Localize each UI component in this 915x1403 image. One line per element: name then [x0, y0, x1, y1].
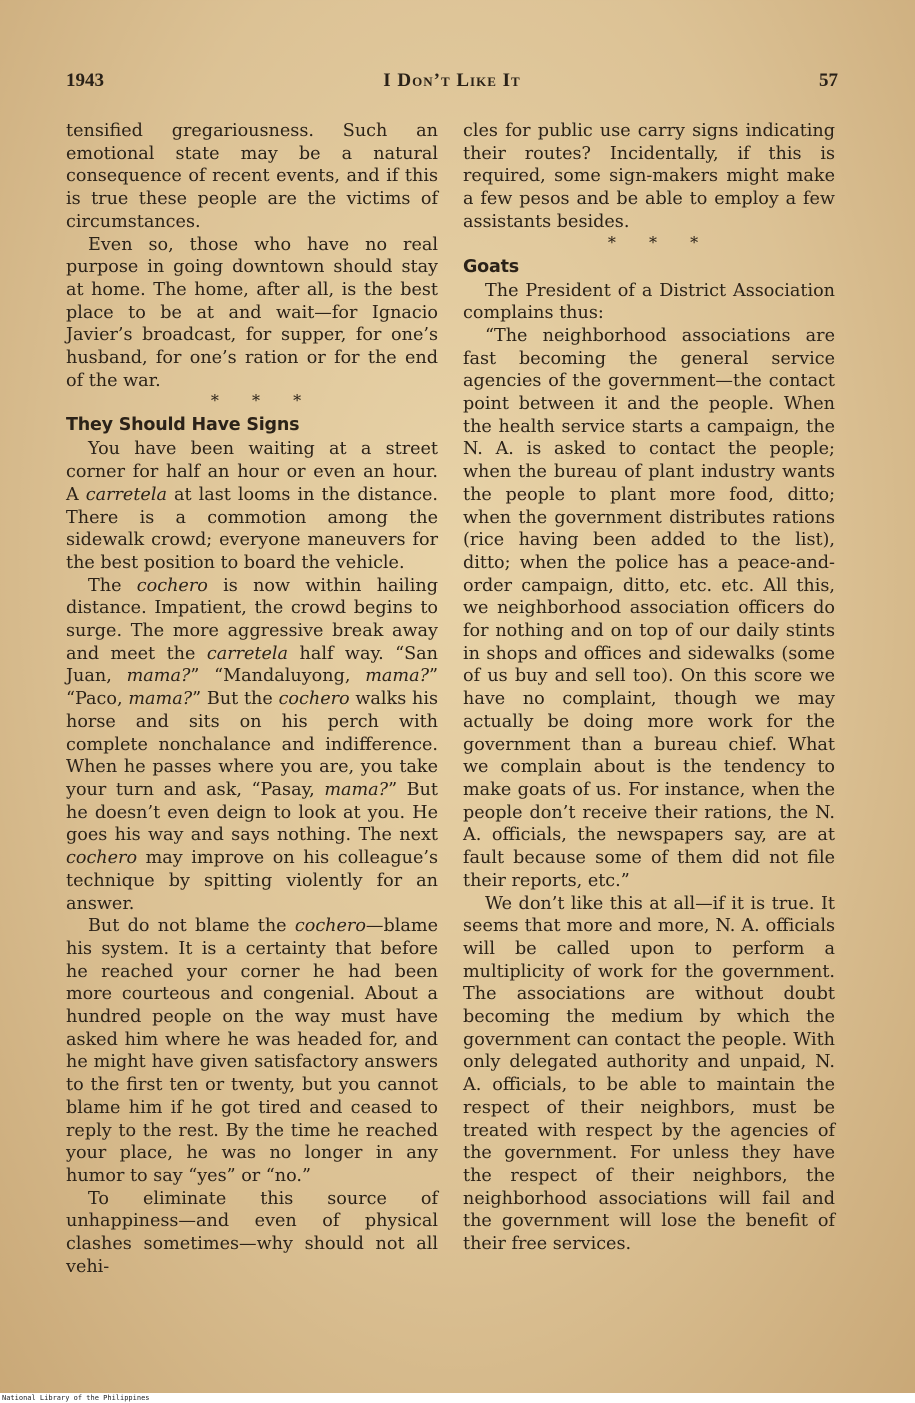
- paragraph: To eliminate this source of unhappiness—and even of physical clashes sometimes—why should not all vehi-: [66, 1188, 438, 1277]
- paragraph: You have been waiting at a street corner for half an hour or even an hour. A carretela at last looms in the distance. There is a commotion among the sidewalk crowd; everyone maneuvers for the best position to board the vehicle.: [66, 439, 438, 573]
- paragraph: The cochero is now within hailing distance. Impatient, the crowd begins to surge. The more aggressive break away and meet the carretela half way. “San Juan, mama?” “Mandaluyong, mama?” “Paco, mama?” But the cochero walks his horse and sits on his perch with complete nonchalance and indifference. When he passes where you are, you take your turn and ask, “Pasay, mama?” But he doesn’t even deign to look at you. He goes his way and says nothing. The next cochero may improve on his colleague’s technique by spitting violently for an answer.: [66, 575, 438, 914]
- paragraph: “The neighborhood associations are fast becoming the general service agencies of the government—the contact point between it and the people. When the health service starts a campaign, the N. A. is asked to contact the people; when the bureau of plant industry wants the people to plant more food, ditto; when the government distributes rations (rice having been added to the list), ditto; when the police has a peace-and-order campaign, ditto, etc. etc. All this, we neighborhood association officers do for nothing and on top of our daily stints in shops and offices and sidewalks (some of us buy and sell too). On this score we have no complaint, though we may actually be doing more work for the government than a bureau chief. What we complain about is the tendency to make goats of us. For instance, when the people don’t receive their rations, the N. A. officials, the newspapers say, are at fault because some of them did not file their reports, etc.”: [463, 325, 835, 891]
- paragraph: But do not blame the cochero—blame his system. It is a certainty that before he reached your corner he had been more courteous and congenial. About a hundred people on the way must have asked him where he was headed for, and he might have given satisfactory answers to the first ten or twenty, but you cannot blame him if he got tired and ceased to reply to the rest. By the time he reached your place, he was no longer in any humor to say “yes” or “no.”: [66, 916, 438, 1186]
- section-heading-signs: They Should Have Signs: [66, 415, 300, 436]
- paragraph: We don’t like this at all—if it is true. It seems that more and more, N. A. officials will be called upon to perform a multiplicity of work for the government. The associations are without doubt becoming the medium by which the government can contact the people. With only delegated authority and unpaid, N. A. officials, to be able to maintain the respect of their neighbors, must be treated with respect by the agencies of the government. For unless they have the respect of their neighbors, the neighborhood associations will fail and the government will lose the benefit of their free services.: [463, 893, 835, 1255]
- section-separator: * * *: [607, 232, 713, 252]
- header-title: I Don’t Like It: [383, 70, 521, 91]
- paragraph: The President of a District Association complains thus:: [463, 280, 835, 324]
- page-number: 57: [819, 70, 838, 91]
- header-year: 1943: [66, 70, 104, 91]
- paragraph: tensified gregariousness. Such an emotional state may be a natural consequence of recent events, and if this is true these people are the victims of circumstances.: [66, 121, 438, 232]
- section-separator: * * *: [210, 391, 316, 411]
- paragraph: cles for public use carry signs indicating their routes? Incidentally, if this is required, some sign-makers might make a few pesos and be able to employ a few assistants besides.: [463, 121, 835, 232]
- right-column: [463, 120, 835, 1256]
- running-header: [66, 70, 838, 100]
- section-heading-goats: Goats: [463, 256, 519, 277]
- left-column: [66, 120, 438, 1278]
- library-credit: National Library of the Philippines: [0, 1393, 915, 1403]
- paragraph: Even so, those who have no real purpose in going downtown should stay at home. The home, after all, is the best place to be at and wait—for Ignacio Javier’s broadcast, for supper, for one’s husband, for one’s ration or for the end of the war.: [66, 234, 438, 391]
